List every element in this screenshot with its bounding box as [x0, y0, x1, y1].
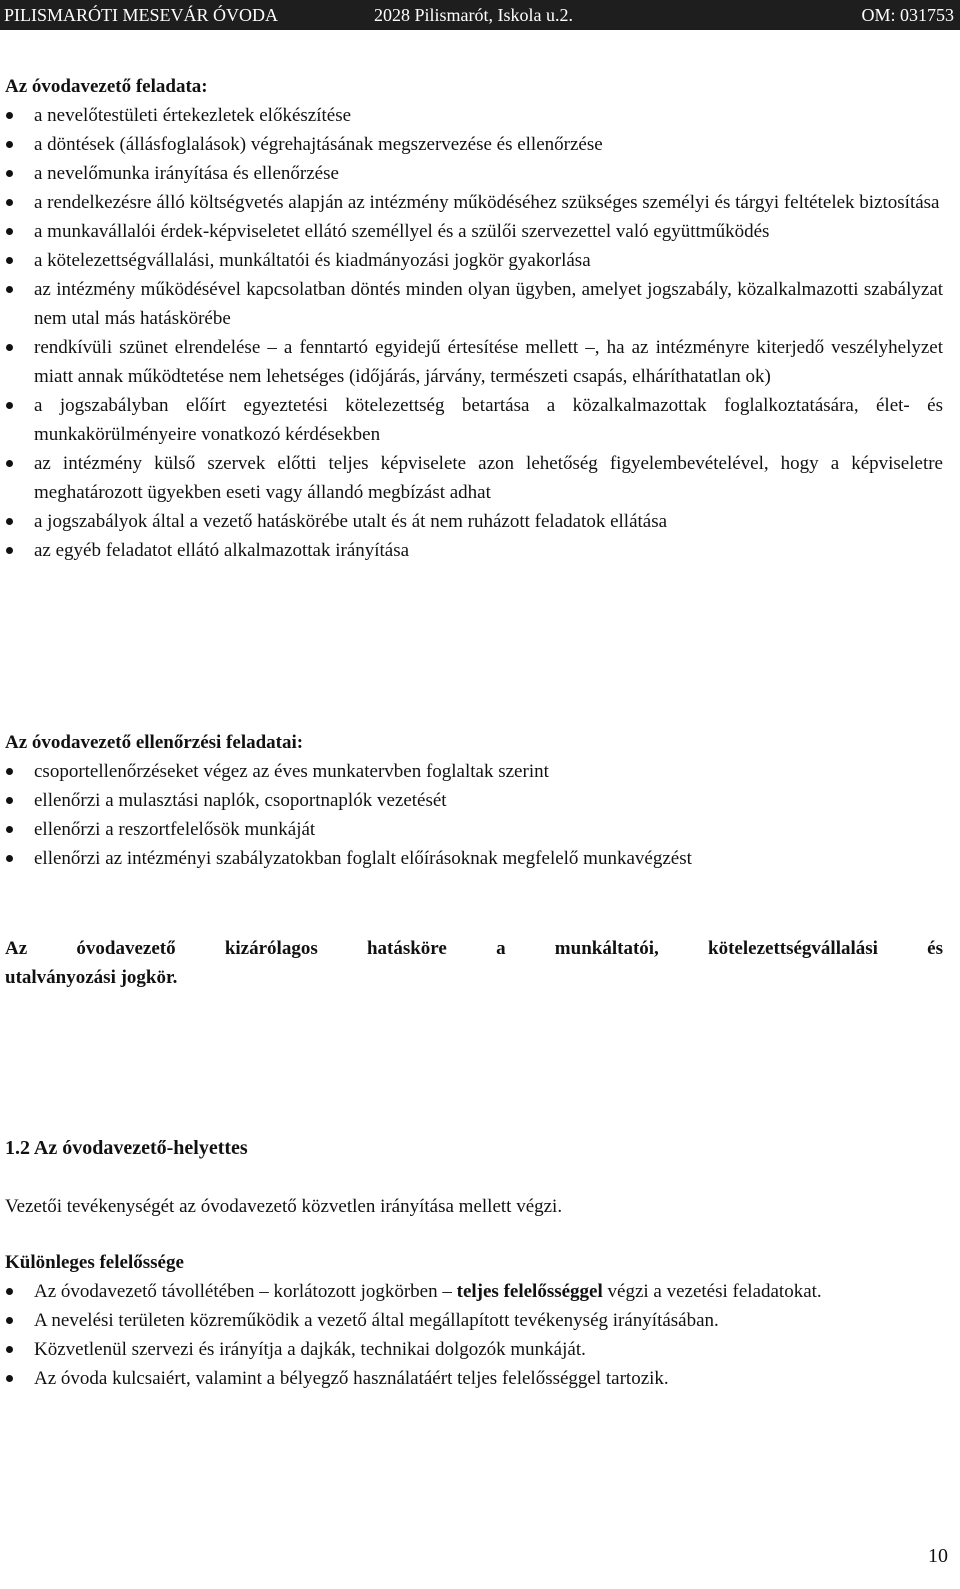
control-duties-list — [5, 757, 943, 873]
list-item: az egyéb feladatot ellátó alkalmazottak irányítása — [5, 536, 943, 565]
list-item: a kötelezettségvállalási, munkáltatói és kiadmányozási jogkör gyakorlása — [5, 246, 943, 275]
item-text: Az óvodavezető távollétében – korlátozott jogkörben – — [34, 1281, 452, 1302]
page-number: 10 — [928, 1545, 948, 1567]
list-item: a jogszabályban előírt egyeztetési kötelezettség betartása a közalkalmazottak foglalkoztatására, élet- és munkakörülményeire vonatkozó kérdésekben — [5, 391, 943, 449]
list-item: rendkívüli szünet elrendelése – a fenntartó egyidejű értesítése mellett –, ha az intézményre kiterjedő veszélyhelyzet miatt annak működtetése nem lehetséges (időjárás, járvány, természeti csapás, elháríthatatlan ok) — [5, 333, 943, 391]
list-item: a nevelőmunka irányítása és ellenőrzése — [5, 159, 943, 188]
list-item: az intézmény külső szervek előtti teljes képviselete azon lehetőség figyelembevételével, hogy a képviseletre meghatározott ügyekben eseti vagy állandó megbízást adhat — [5, 449, 943, 507]
page-header — [0, 0, 960, 30]
list-item: az intézmény működésével kapcsolatban döntés minden olyan ügyben, amelyet jogszabály, közalkalmazotti szabályzat nem utal más hatáskörébe — [5, 275, 943, 333]
header-address: 2028 Pilismarót, Iskola u.2. — [374, 5, 573, 25]
section-heading: 1.2 Az óvodavezető-helyettes — [5, 1137, 248, 1159]
list-item: a jogszabályok által a vezető hatáskörébe utalt és át nem ruházott feladatok ellátása — [5, 507, 943, 536]
header-om-code: OM: 031753 — [861, 5, 954, 25]
deputy-section-title — [5, 1134, 943, 1163]
list-item: a döntések (állásfoglalások) végrehajtásának megszervezése és ellenőrzése — [5, 130, 943, 159]
section-title: Az óvodavezető feladata: — [5, 76, 208, 97]
section-leader-duties — [5, 72, 943, 565]
subsection-title: Különleges felelőssége — [5, 1252, 184, 1273]
responsibilities-list — [5, 1277, 943, 1393]
header-institution-name: PILISMARÓTI MESEVÁR ÓVODA — [4, 5, 279, 25]
list-item: Közvetlenül szervezi és irányítja a dajkák, technikai dolgozók munkáját. — [5, 1335, 943, 1364]
exclusive-line-2: utalványozási jogkör. — [5, 967, 178, 988]
list-item: a rendelkezésre álló költségvetés alapján az intézmény működéséhez szükséges személyi és tárgyi feltételek biztosítása — [5, 188, 943, 217]
list-item: a munkavállalói érdek-képviseletet ellátó személlyel és a szülői szervezettel való együttműködés — [5, 217, 943, 246]
duties-list — [5, 101, 943, 565]
item-text: végzi a vezetési feladatokat. — [607, 1281, 822, 1302]
deputy-responsibilities — [5, 1248, 943, 1393]
section-title: Az óvodavezető ellenőrzési feladatai: — [5, 732, 304, 753]
section-control-duties — [5, 728, 943, 873]
deputy-intro: Vezetői tevékenységét az óvodavezető közvetlen irányítása mellett végzi. — [5, 1196, 563, 1217]
emphasis-text: teljes felelősséggel — [456, 1281, 603, 1302]
list-item: ellenőrzi a mulasztási naplók, csoportnaplók vezetését — [5, 786, 943, 815]
exclusive-line-1: Az óvodavezető kizárólagos hatásköre a munkáltatói, kötelezettségvállalási és — [5, 938, 943, 959]
list-item — [5, 1277, 943, 1306]
list-item: a nevelőtestületi értekezletek előkészítése — [5, 101, 943, 130]
list-item: A nevelési területen közreműködik a vezető által megállapított tevékenység irányításában. — [5, 1306, 943, 1335]
list-item: ellenőrzi az intézményi szabályzatokban foglalt előírásoknak megfelelő munkavégzést — [5, 844, 943, 873]
list-item: csoportellenőrzéseket végez az éves munkatervben foglaltak szerint — [5, 757, 943, 786]
list-item: ellenőrzi a reszortfelelősök munkáját — [5, 815, 943, 844]
list-item: Az óvoda kulcsaiért, valamint a bélyegző használatáért teljes felelősséggel tartozik. — [5, 1364, 943, 1393]
exclusive-authority-statement — [5, 934, 943, 992]
